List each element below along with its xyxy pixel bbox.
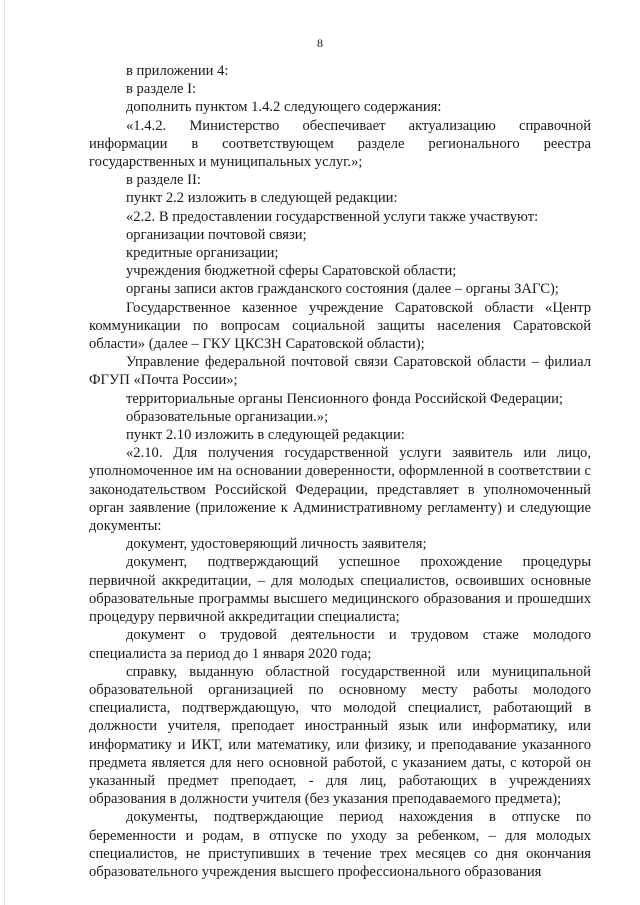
paragraph: органы записи актов гражданского состояния (далее – органы ЗАГС); <box>126 281 559 298</box>
paragraph: документы, подтверждающие период нахождения в отпуске по беременности и родам, в отпуске по уходу за ребенком, – для молодых специалистов, не приступивших в течение трех месяцев со дня окончания образовательного учреждения высшего профессионального образования <box>89 809 591 880</box>
paragraph: территориальные органы Пенсионного фонда Российской Федерации; <box>126 390 564 407</box>
paragraph: в разделе II: <box>126 172 201 189</box>
paragraph: в приложении 4: <box>126 63 229 79</box>
paragraph: Государственное казенное учреждение Саратовской области «Центр коммуникации по вопросам социальной защиты населения Саратовской области» (далее – ГКУ ЦКСЗН Саратовской области); <box>89 299 591 353</box>
paragraph: документ, удостоверяющий личность заявителя; <box>126 536 427 553</box>
paragraph: документ, подтверждающий успешное прохождение процедуры первичной аккредитации, – для молодых специалистов, освоивших основные образовательные программы высшего медицинского образования и прошедших процедуру первичной аккредитации специалиста; <box>89 554 591 626</box>
paragraph: Управление федеральной почтовой связи Саратовской области – филиал ФГУП «Почта России»; <box>89 354 591 389</box>
paragraph: кредитные организации; <box>126 245 279 262</box>
paragraph: организации почтовой связи; <box>126 226 307 243</box>
paragraph: дополнить пунктом 1.4.2 следующего содержания: <box>126 99 442 116</box>
document-body <box>89 62 591 881</box>
paragraph: пункт 2.10 изложить в следующей редакции: <box>126 427 405 444</box>
paragraph: «1.4.2. Министерство обеспечивает актуализацию справочной информации в соответствующем разделе регионального реестра государственных и муниципальных услуг.»; <box>89 117 591 171</box>
paragraph: в разделе I: <box>126 81 197 98</box>
paragraph: «2.2. В предоставлении государственной услуги также участвуют: <box>126 208 539 225</box>
paragraph: образовательные организации.»; <box>126 408 329 425</box>
page-left-edge <box>4 0 5 905</box>
paragraph: справку, выданную областной государственной или муниципальной образовательной организацией по основному месту работы молодого специалиста, подтверждающую, что молодой специалист, работающий в должности учителя, преподает иностранный язык или информатику, или информатику и ИКТ, или математику, или физику, и преподавание указанного предмета является для него основной работой, с указанием даты, с которой он указанный предмет преподает, - для лиц, работающих в учреждениях образования в должности учителя (без указания преподаваемого предмета); <box>89 663 591 808</box>
paragraph: учреждения бюджетной сферы Саратовской области; <box>126 263 457 280</box>
page-number: 8 <box>317 36 323 50</box>
paragraph: документ о трудовой деятельности и трудовом стаже молодого специалиста за период до 1 января 2020 года; <box>89 627 591 662</box>
paragraph: пункт 2.2 изложить в следующей редакции: <box>126 190 398 207</box>
paragraph: «2.10. Для получения государственной услуги заявитель или лицо, уполномоченное им на основании доверенности, оформленной в соответствии с законодательством Российской Федерации, представляет в уполномоченный орган заявление (приложение к Административному регламенту) и следующие документы: <box>89 445 591 535</box>
